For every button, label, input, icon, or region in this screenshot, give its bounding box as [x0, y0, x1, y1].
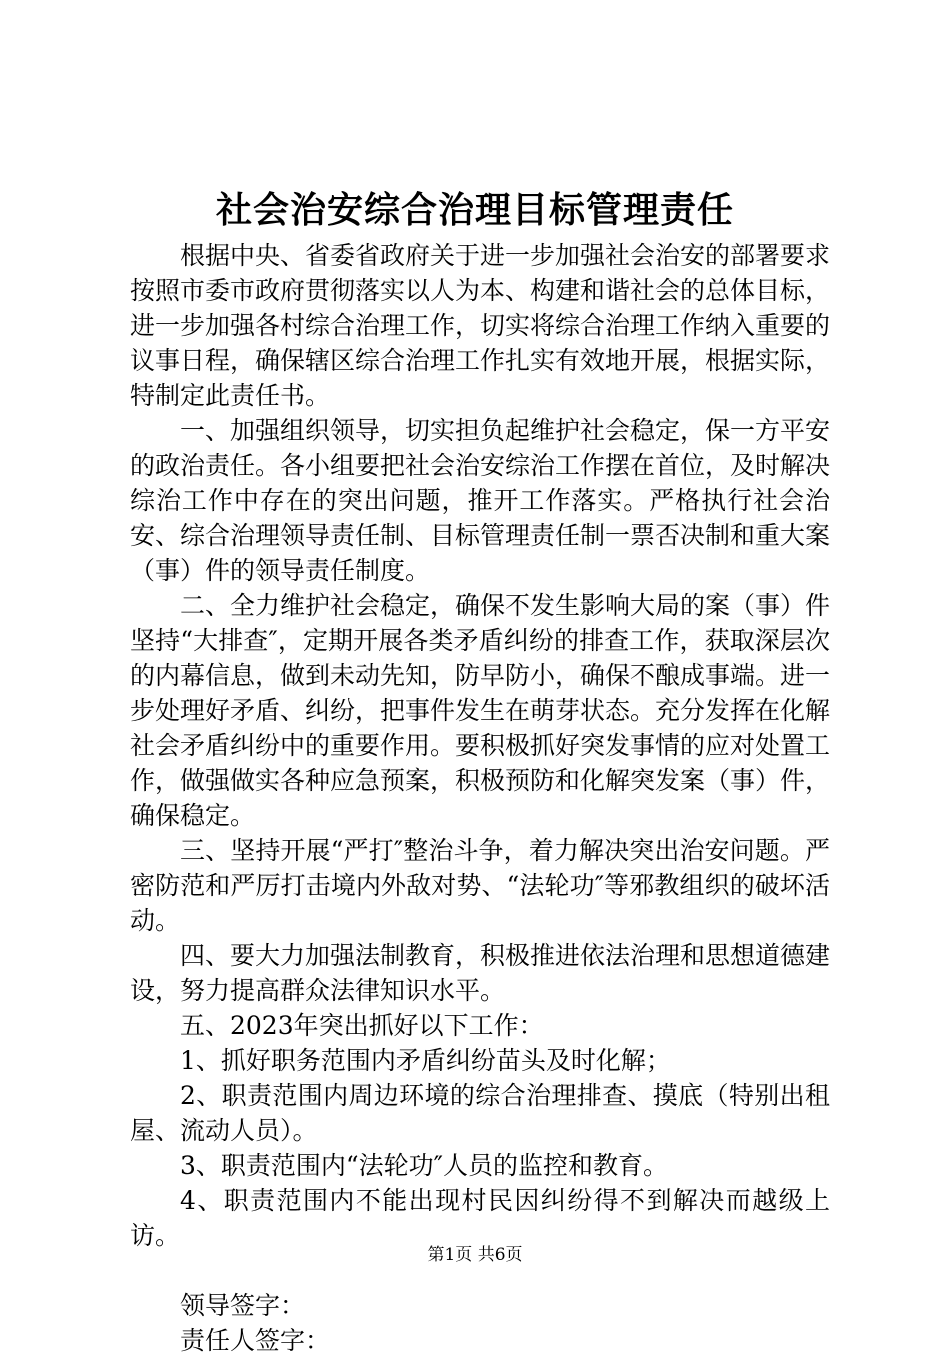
task-item-1: 1、抓好职务范围内矛盾纠纷苗头及时化解；	[180, 1046, 671, 1075]
page-number-footer: 第1页 共6页	[427, 1245, 523, 1265]
task-item-3: 3、职责范围内“法轮功″人员的监控和教育。	[180, 1151, 669, 1180]
task-item-4: 4、职责范围内不能出现村民因纠纷得不到解决而越级上访。	[130, 1186, 830, 1250]
responsible-signature-label: 责任人签字：	[180, 1326, 331, 1355]
leader-signature-label: 领导签字：	[180, 1291, 306, 1320]
document-body	[130, 238, 830, 1358]
section-paragraph-5: 五、2023年突出抓好以下工作：	[180, 1011, 544, 1040]
task-item-2: 2、职责范围内周边环境的综合治理排查、摸底（特别出租屋、流动人员）。	[130, 1081, 830, 1145]
section-paragraph-1: 一、加强组织领导，切实担负起维护社会稳定，保一方平安的政治责任。各小组要把社会治安综治工作摆在首位，及时解决综治工作中存在的突出问题，推开工作落实。严格执行社会治安、综合治理领导责任制、目标管理责任制一票否决制和重大案（事）件的领导责任制度。	[130, 416, 831, 585]
section-paragraph-2: 二、全力维护社会稳定，确保不发生影响大局的案（事）件坚持“大排查″，定期开展各类矛盾纠纷的排查工作，获取深层次的内幕信息，做到未动先知，防早防小，确保不酿成事端。进一步处理好矛盾、纠纷，把事件发生在萌芽状态。充分发挥在化解社会矛盾纠纷中的重要作用。要积极抓好突发事情的应对处置工作，做强做实各种应急预案，积极预防和化解突发案（事）件，确保稳定。	[130, 591, 831, 830]
section-paragraph-3: 三、坚持开展“严打″整治斗争，着力解决突出治安问题。严密防范和严厉打击境内外敌对势、“法轮功″等邪教组织的破坏活动。	[130, 836, 830, 935]
intro-paragraph: 根据中央、省委省政府关于进一步加强社会治安的部署要求按照市委市政府贯彻落实以人为本、构建和谐社会的总体目标，进一步加强各村综合治理工作，切实将综合治理工作纳入重要的议事日程，确保辖区综合治理工作扎实有效地开展，根据实际，特制定此责任书。	[130, 241, 831, 410]
section-paragraph-4: 四、要大力加强法制教育，积极推进依法治理和思想道德建设，努力提高群众法律知识水平。	[130, 941, 831, 1005]
document-title: 社会治安综合治理目标管理责任	[215, 189, 734, 231]
